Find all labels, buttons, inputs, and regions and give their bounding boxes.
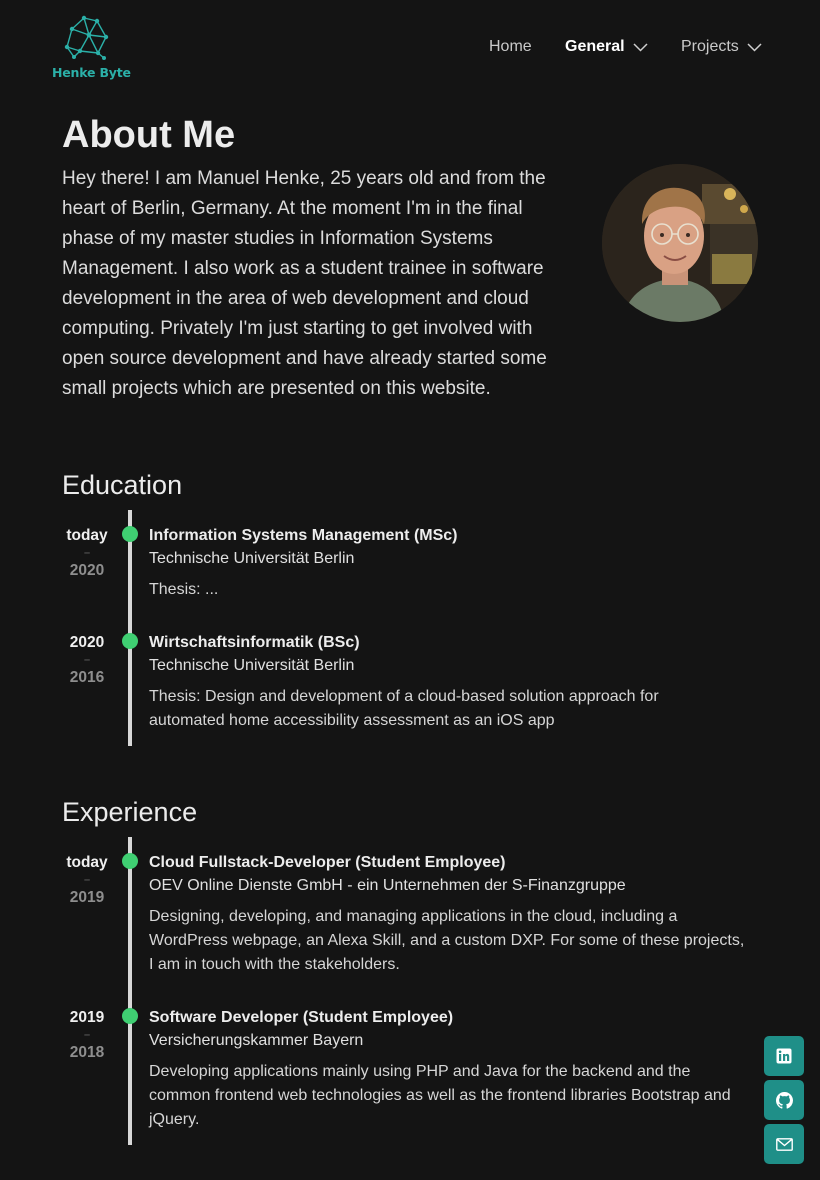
experience-entry: [149, 1008, 749, 1132]
nav-home[interactable]: [489, 38, 532, 56]
entry-description: Designing, developing, and managing applications in the cloud, including a WordPress webpage, an Alexa Skill, and a custom DXP. For some of these projects, I am in touch with the stakeholders.: [149, 908, 745, 973]
education-timeline-line: [128, 510, 132, 746]
entry-title: Software Developer (Student Employee): [149, 1009, 454, 1026]
entry-description: Thesis: ...: [149, 581, 219, 598]
education-entry: [149, 526, 749, 602]
about-title: About Me: [62, 114, 236, 156]
profile-photo-illustration: [602, 164, 758, 322]
education-date-range: [52, 634, 122, 687]
chevron-down-icon: [633, 43, 648, 52]
entry-description: Thesis: Design and development of a cloud-based solution approach for automated home accessibility assessment as an iOS app: [149, 688, 659, 729]
github-button[interactable]: [764, 1080, 804, 1120]
nav-general[interactable]: [565, 38, 648, 56]
date-end: 2019: [69, 1009, 105, 1026]
nav-projects[interactable]: [681, 38, 762, 56]
mail-icon: [776, 1138, 793, 1151]
nav-general-label: General: [565, 38, 625, 55]
logo-text: Henke Byte: [52, 65, 131, 80]
timeline-dot: [122, 526, 138, 542]
date-separator: –: [83, 874, 91, 886]
date-start: 2019: [69, 889, 105, 906]
profile-photo: [602, 164, 758, 322]
network-logo-icon: [62, 15, 112, 61]
navbar: [0, 0, 820, 96]
nav-home-label: Home: [489, 38, 532, 55]
experience-timeline-line: [128, 837, 132, 1145]
linkedin-icon: [776, 1048, 792, 1064]
experience-title: Experience: [62, 797, 198, 827]
timeline-dot: [122, 853, 138, 869]
date-start: 2018: [69, 1044, 105, 1061]
experience-entry: [149, 853, 749, 977]
date-separator: –: [83, 547, 91, 559]
date-separator: –: [83, 1029, 91, 1041]
date-start: 2016: [69, 669, 105, 686]
email-button[interactable]: [764, 1124, 804, 1164]
experience-date-range: [52, 1009, 122, 1062]
experience-date-range: [52, 854, 122, 907]
nav-projects-label: Projects: [681, 38, 739, 55]
education-date-range: [52, 527, 122, 580]
entry-organization: OEV Online Dienste GmbH - ein Unternehmen der S-Finanzgruppe: [149, 877, 626, 894]
entry-title: Wirtschaftsinformatik (BSc): [149, 634, 360, 651]
about-text: Hey there! I am Manuel Henke, 25 years old and from the heart of Berlin, Germany. At the moment I'm in the final phase of my master studies in Information Systems Management. I also work as a student trainee in software development in the area of web development and cloud computing. Privately I'm just starting to get involved with open source development and have already started some small projects which are presented on this website.: [62, 168, 547, 399]
education-title: Education: [62, 470, 183, 500]
entry-organization: Versicherungskammer Bayern: [149, 1032, 364, 1049]
date-end: today: [66, 527, 108, 544]
linkedin-button[interactable]: [764, 1036, 804, 1076]
date-separator: –: [83, 654, 91, 666]
entry-organization: Technische Universität Berlin: [149, 657, 355, 674]
date-end: today: [66, 854, 108, 871]
entry-title: Cloud Fullstack-Developer (Student Employee): [149, 854, 506, 871]
timeline-dot: [122, 633, 138, 649]
timeline-dot: [122, 1008, 138, 1024]
logo[interactable]: [50, 15, 131, 83]
entry-description: Developing applications mainly using PHP and Java for the backend and the common frontend web technologies as well as the frontend libraries Bootstrap and jQuery.: [149, 1063, 731, 1128]
date-end: 2020: [69, 634, 105, 651]
entry-title: Information Systems Management (MSc): [149, 527, 458, 544]
entry-organization: Technische Universität Berlin: [149, 550, 355, 567]
education-entry: [149, 633, 709, 733]
github-icon: [776, 1092, 793, 1109]
chevron-down-icon: [747, 43, 762, 52]
date-start: 2020: [69, 562, 105, 579]
